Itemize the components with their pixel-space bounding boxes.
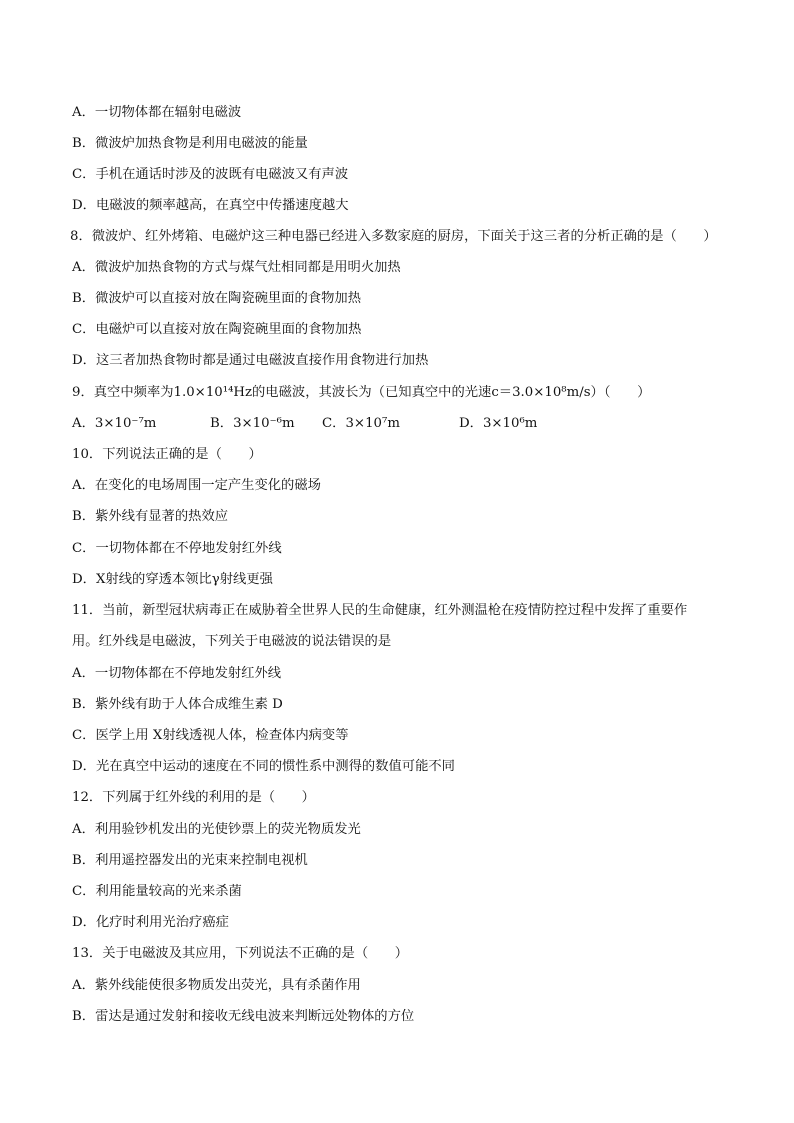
q13-stem: 13．关于电磁波及其应用，下列说法不正确的是（ ） <box>72 946 409 961</box>
q13-option-a: A．紫外线能使很多物质发出荧光，具有杀菌作用 <box>72 978 361 993</box>
q10-option-c: C．一切物体都在不停地发射红外线 <box>72 541 282 556</box>
q7-option-d: D．电磁波的频率越高，在真空中传播速度越大 <box>72 198 349 213</box>
q8-option-a: A．微波炉加热食物的方式与煤气灶相同都是用明火加热 <box>72 260 401 275</box>
q10-option-b: B．紫外线有显著的热效应 <box>72 509 229 524</box>
q12-option-a: A．利用验钞机发出的光使钞票上的荧光物质发光 <box>72 822 361 837</box>
q7-option-a: A．一切物体都在辐射电磁波 <box>72 105 242 120</box>
q12-stem: 12．下列属于红外线的利用的是（ ） <box>72 790 315 805</box>
q11-option-d: D．光在真空中运动的速度在不同的惯性系中测得的数值可能不同 <box>72 759 455 774</box>
q9-options-row <box>72 415 734 433</box>
q12-option-d: D．化疗时利用光治疗癌症 <box>72 915 229 930</box>
q10-stem: 10．下列说法正确的是（ ） <box>72 447 262 462</box>
q10-option-d: D．X射线的穿透本领比γ射线更强 <box>72 572 273 587</box>
q9-option-b: B．3×10⁻⁶m <box>210 416 295 431</box>
q12-option-c: C．利用能量较高的光来杀菌 <box>72 884 242 899</box>
q9-option-d: D．3×10⁶m <box>459 416 538 431</box>
q8-stem: 8．微波炉、红外烤箱、电磁炉这三种电器已经进入多数家庭的厨房，下面关于这三者的分析正确的是（ ） <box>70 229 717 244</box>
q11-option-b: B．紫外线有助于人体合成维生素 D <box>72 697 283 712</box>
q9-option-a: A．3×10⁻⁷m <box>72 416 157 431</box>
q11-stem-line2: 用。红外线是电磁波，下列关于电磁波的说法错误的是 <box>72 634 392 649</box>
q8-option-b: B．微波炉可以直接对放在陶瓷碗里面的食物加热 <box>72 291 362 306</box>
q11-option-c: C．医学上用 X射线透视人体，检查体内病变等 <box>72 728 349 743</box>
q8-option-d: D．这三者加热食物时都是通过电磁波直接作用食物进行加热 <box>72 353 429 368</box>
q9-stem: 9．真空中频率为1.0×10¹⁴Hz的电磁波，其波长为（已知真空中的光速c＝3.0×10⁸m/s）（ ） <box>72 385 651 400</box>
q7-option-b: B．微波炉加热食物是利用电磁波的能量 <box>72 136 308 151</box>
q12-option-b: B．利用遥控器发出的光束来控制电视机 <box>72 853 308 868</box>
q11-option-a: A．一切物体都在不停地发射红外线 <box>72 666 282 681</box>
q7-option-c: C．手机在通话时涉及的波既有电磁波又有声波 <box>72 167 349 182</box>
q10-option-a: A．在变化的电场周围一定产生变化的磁场 <box>72 478 321 493</box>
q13-option-b: B．雷达是通过发射和接收无线电波来判断远处物体的方位 <box>72 1009 415 1024</box>
q8-option-c: C．电磁炉可以直接对放在陶瓷碗里面的食物加热 <box>72 322 362 337</box>
q9-option-c: C．3×10⁷m <box>322 416 400 431</box>
q11-stem-line1: 11．当前，新型冠状病毒正在威胁着全世界人民的生命健康，红外测温枪在疫情防控过程中发挥了重要作 <box>72 603 688 618</box>
